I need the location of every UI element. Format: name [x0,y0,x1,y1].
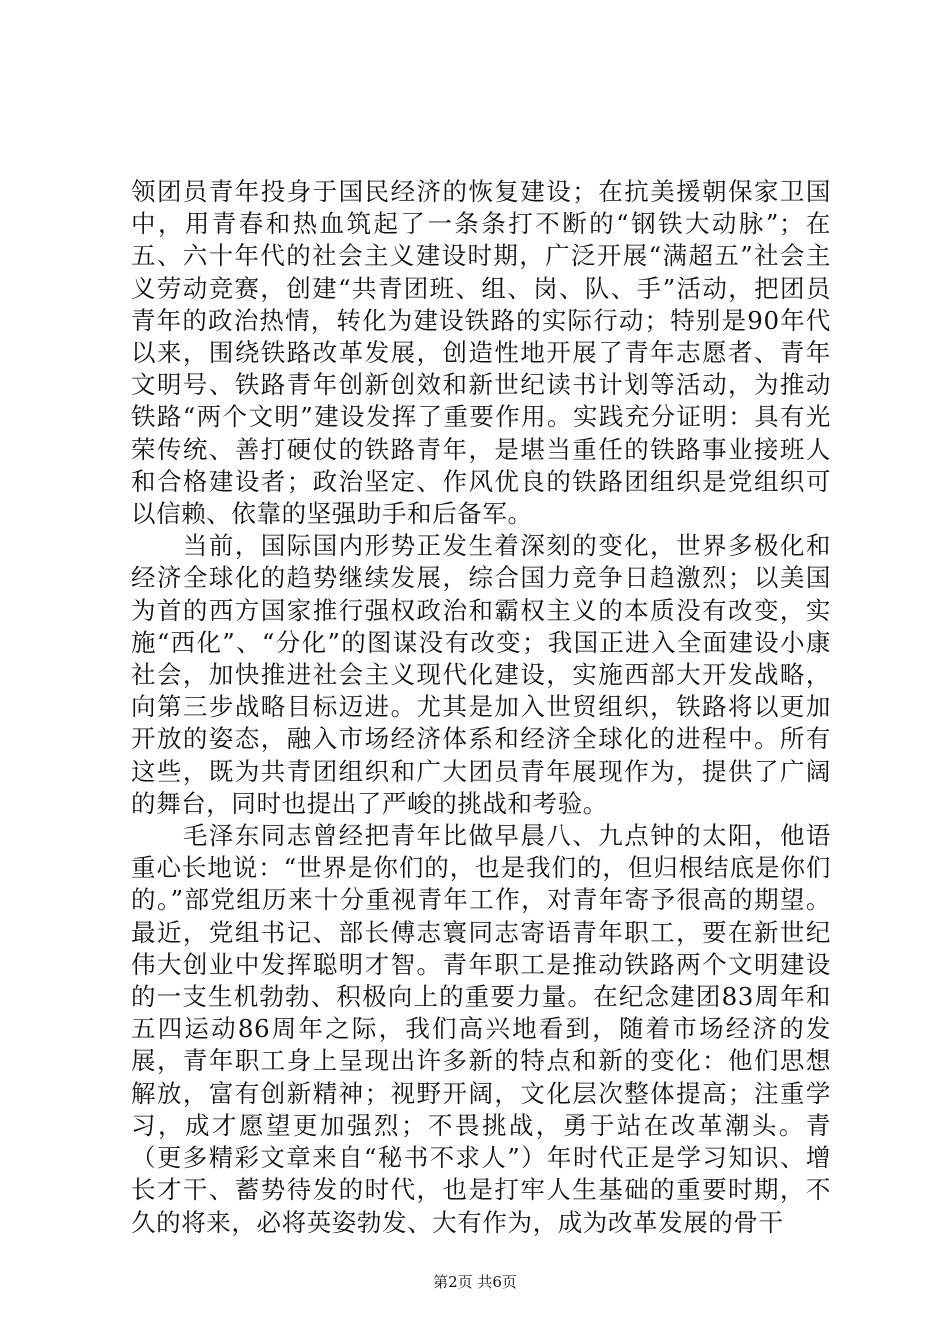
paragraph-3: 毛泽东同志曾经把青年比做早晨八、九点钟的太阳，他语重心长地说：“世界是你们的，也是我们的，但归根结底是你们的。”部党组历来十分重视青年工作，对青年寄予很高的期望。最近，党组书记、部长傅志寰同志寄语青年职工，要在新世纪伟大创业中发挥聪明才智。青年职工是推动铁路两个文明建设的一支生机勃勃、积极向上的重要力量。在纪念建团83周年和五四运动86周年之际，我们高兴地看到，随着市场经济的发展，青年职工身上呈现出许多新的特点和新的变化：他们思想解放，富有创新精神；视野开阔，文化层次整体提高；注重学习，成才愿望更加强烈；不畏挑战，勇于站在改革潮头。青（更多精彩文章来自“秘书不求人”）年时代正是学习知识、增长才干、蓄势待发的时代，也是打牢人生基础的重要时期，不久的将来，必将英姿勃发、大有作为，成为改革发展的骨干 [131,821,831,1237]
document-body [131,176,831,1239]
paragraph-2: 当前，国际国内形势正发生着深刻的变化，世界多极化和经济全球化的趋势继续发展，综合国力竞争日趋激烈；以美国为首的西方国家推行强权政治和霸权主义的本质没有改变，实施“西化”、“分化”的图谋没有改变；我国正进入全面建设小康社会，加快推进社会主义现代化建设，实施西部大开发战略，向第三步战略目标迈进。尤其是加入世贸组织，铁路将以更加开放的姿态，融入市场经济体系和经济全球化的进程中。所有这些，既为共青团组织和广大团员青年展现作为，提供了广阔的舞台，同时也提出了严峻的挑战和考验。 [131,531,831,818]
page-number-footer: 第2页 共6页 [433,1273,517,1291]
paragraph-1: 领团员青年投身于国民经济的恢复建设；在抗美援朝保家卫国中，用青春和热血筑起了一条条打不断的“钢铁大动脉”；在五、六十年代的社会主义建设时期，广泛开展“满超五”社会主义劳动竞赛，创建“共青团班、组、岗、队、手”活动，把团员青年的政治热情，转化为建设铁路的实际行动；特别是90年代以来，围绕铁路改革发展，创造性地开展了青年志愿者、青年文明号、铁路青年创新创效和新世纪读书计划等活动，为推动铁路“两个文明”建设发挥了重要作用。实践充分证明：具有光荣传统、善打硬仗的铁路青年，是堪当重任的铁路事业接班人和合格建设者；政治坚定、作风优良的铁路团组织是党组织可以信赖、依靠的坚强助手和后备军。 [131,177,831,529]
